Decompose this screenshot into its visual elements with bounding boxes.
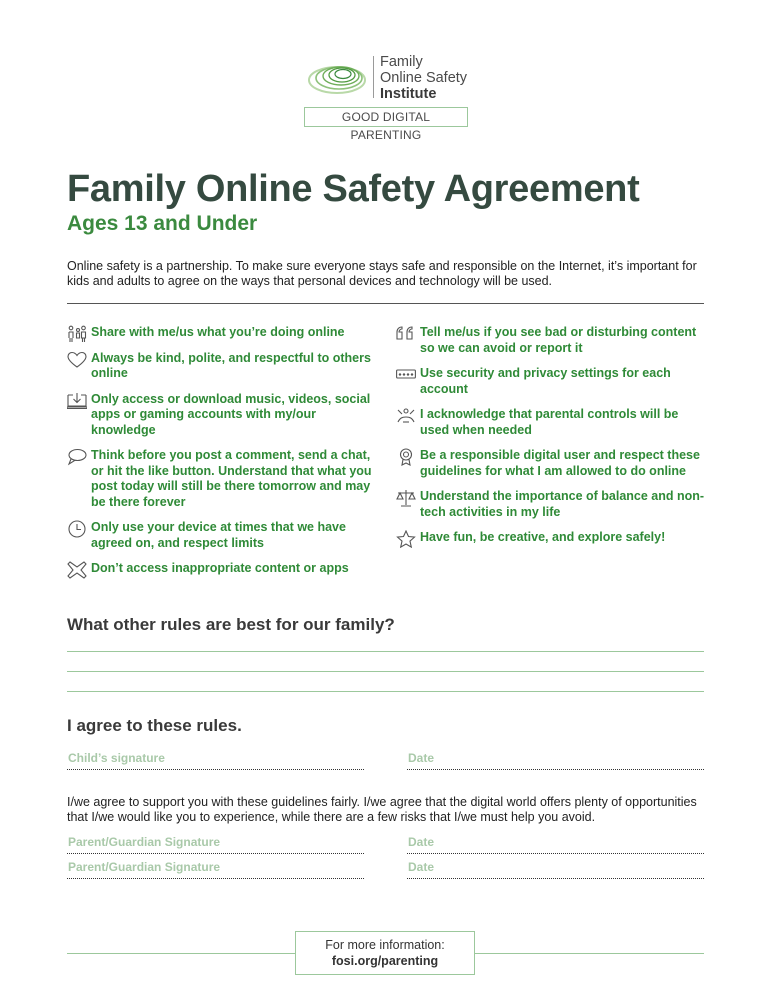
family-icon [67,325,87,343]
quote-icon [396,325,416,343]
rules-right-column [396,325,706,556]
rule-text: Only access or download music, videos, social apps or gaming accounts with my/our knowledge [91,391,371,437]
star-icon [396,530,416,548]
rule-text: Always be kind, polite, and respectful to others online [91,350,371,380]
rule-text: Understand the importance of balance and non-tech activities in my life [420,489,705,519]
agree-heading: I agree to these rules. [67,716,242,735]
rule-item [396,366,706,397]
other-rules-line-2[interactable] [67,671,704,672]
rule-text: Only use your device at times that we have agreed on, and respect limits [91,520,346,550]
award-icon [396,448,416,466]
rule-text: Tell me/us if you see bad or disturbing content so we can avoid or report it [420,325,697,355]
rule-text: Be a responsible digital user and respect these guidelines for what I am allowed to do online [420,448,700,478]
section-divider [67,303,704,304]
rule-item [67,392,377,439]
footer-link[interactable]: fosi.org/parenting [331,954,439,968]
heart-icon [67,351,87,369]
child-date-line[interactable] [407,769,704,770]
parental-control-icon [396,407,416,425]
download-icon [67,392,87,410]
rule-item [396,448,706,479]
child-signature-label: Child’s signature [68,751,165,765]
logo-line-3: Institute [380,86,437,102]
footer-line-left [67,953,296,954]
rule-item [67,325,377,341]
parent-pledge-paragraph: I/we agree to support you with these guidelines fairly. I/we agree that the digital world offers plenty of opportunities that I/we would like you to experience, while there are a few risks that I/we must help you avoid. [67,795,697,824]
rule-text: I acknowledge that parental controls will be used when needed [420,407,679,437]
intro-paragraph: Online safety is a partnership. To make sure everyone stays safe and responsible on the Internet, it’s important for kids and adults to agree on the ways that personal devices and technology will be used. [67,259,697,288]
rule-item [396,407,706,438]
logo-line-2: Online Safety [380,70,468,86]
password-icon [396,366,416,384]
rule-item [396,489,706,520]
speech-bubble-icon [67,448,87,466]
clock-icon [67,520,87,538]
logo-divider [373,56,374,98]
rule-item [67,520,377,551]
scale-icon [396,489,416,507]
fosi-logo-mark-icon [304,54,370,102]
other-rules-line-1[interactable] [67,651,704,652]
rule-item [396,530,706,546]
child-date-label: Date [408,751,435,765]
footer-line-right [474,953,704,954]
rule-text: Use security and privacy settings for each account [420,366,671,396]
rule-text: Have fun, be creative, and explore safely! [420,530,666,544]
rule-item [67,351,377,382]
parent-signature-line-2[interactable] [67,878,364,879]
child-signature-line[interactable] [67,769,364,770]
parent-date-label-2: Date [408,860,435,874]
rule-text: Don’t access inappropriate content or apps [91,561,349,575]
rule-item [67,561,377,577]
good-digital-parenting-badge: GOOD DIGITAL PARENTING [304,107,468,127]
rule-text: Share with me/us what you’re doing online [91,325,345,339]
parent-date-line-1[interactable] [407,853,704,854]
logo-line-1: Family [380,54,423,70]
other-rules-line-3[interactable] [67,691,704,692]
x-icon [67,561,87,579]
parent-date-line-2[interactable] [407,878,704,879]
rules-left-column [67,325,377,587]
fosi-logo [300,50,475,142]
rule-text: Think before you post a comment, send a chat, or hit the like button. Understand that what you post today will still be there tomorrow and may be there forever [91,448,372,509]
footer-info-label: For more information: [325,938,445,952]
parent-signature-label-1: Parent/Guardian Signature [68,835,221,849]
parent-date-label-1: Date [408,835,435,849]
parent-signature-label-2: Parent/Guardian Signature [68,860,221,874]
page-subtitle: Ages 13 and Under [67,212,258,235]
logo-wordmark [380,54,467,102]
other-rules-heading: What other rules are best for our family? [67,615,395,634]
page-title: Family Online Safety Agreement [67,168,640,210]
footer-info-box [295,931,475,975]
parent-signature-line-1[interactable] [67,853,364,854]
rule-item [396,325,706,356]
rule-item [67,448,377,510]
